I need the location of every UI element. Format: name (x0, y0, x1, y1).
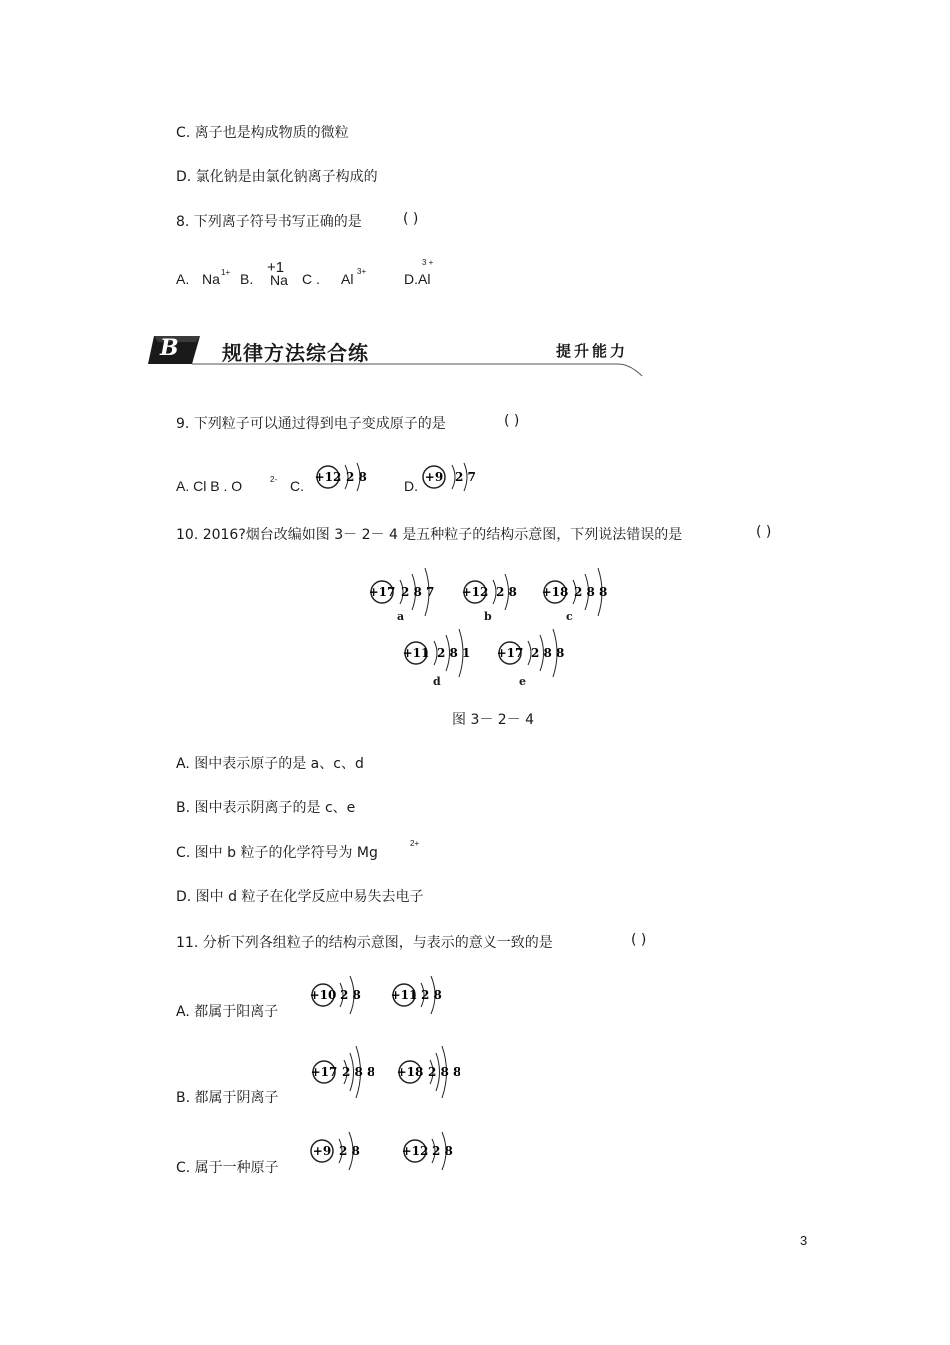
q9-option-d-label: D. (404, 478, 418, 494)
q8-option-a-charge: 1+ (221, 268, 231, 277)
q11-option-c: C. 属于一种原子 (176, 1160, 279, 1176)
q8-option-a-symbol: Na (202, 271, 220, 287)
q10-option-d: D. 图中 d 粒子在化学反应中易失去电子 (176, 889, 424, 905)
q10-atom-a (368, 566, 448, 622)
q9-option-b-charge: 2- (270, 475, 278, 484)
atom-nucleus: +12 (402, 1144, 429, 1158)
q7-option-d: D. 氯化钠是由氯化钠离子构成的 (176, 169, 378, 185)
q8-option-d-charge: 3 + (422, 258, 434, 267)
q10-atom-e-label: e (519, 675, 526, 688)
page-number: 3 (800, 1233, 808, 1248)
q10-atom-c-label: c (566, 610, 573, 623)
q11-c-atom-2 (402, 1130, 462, 1178)
q10-stem: 10. 2016?烟台改编如图 3－ 2－ 4 是五种粒子的结构示意图，下列说法错误的是 (176, 527, 683, 543)
q8-option-b-valence: +1 (267, 259, 285, 276)
atom-shells: 2 8 (339, 1144, 360, 1158)
q10-option-c: C. 图中 b 粒子的化学符号为 Mg (176, 845, 378, 861)
atom-nucleus: +18 (396, 1065, 424, 1079)
q9-atom-c (313, 460, 383, 500)
banner-subtitle: 提升能力 (556, 342, 629, 360)
q10-atom-e (496, 627, 576, 683)
q8-option-d: D.Al (404, 271, 431, 287)
q11-option-b: B. 都属于阴离子 (176, 1090, 279, 1106)
atom-nucleus: +17 (496, 646, 524, 660)
atom-shells: 2 8 (496, 585, 517, 599)
q10-atom-b (461, 566, 531, 622)
q7-option-c: C. 离子也是构成物质的微粒 (176, 125, 349, 141)
q8-option-a-label: A. (176, 271, 190, 287)
q10-paren: ( ) (756, 524, 772, 540)
atom-nucleus: +18 (541, 585, 569, 599)
atom-nucleus: +17 (368, 585, 396, 599)
q10-option-a: A. 图中表示原子的是 a、c、d (176, 756, 364, 772)
q11-b-atom-2 (396, 1044, 460, 1104)
q8-option-b-label: B. (240, 271, 254, 287)
atom-shells: 2 8 7 (401, 585, 435, 599)
atom-shells: 2 8 (340, 988, 361, 1002)
atom-nucleus: +10 (310, 988, 337, 1002)
atom-shells: 2 7 (455, 470, 476, 484)
atom-nucleus: +11 (391, 988, 418, 1002)
q10-atom-a-label: a (397, 610, 405, 623)
atom-nucleus: +11 (402, 646, 430, 660)
q11-a-atom-2 (391, 974, 451, 1022)
q9-options-ab: A. Cl B . O (176, 478, 243, 494)
atom-nucleus: +12 (461, 585, 489, 599)
atom-nucleus: +9 (312, 1144, 332, 1158)
atom-shells: 2 8 8 (428, 1065, 460, 1079)
q11-stem: 11. 分析下列各组粒子的结构示意图，与表示的意义一致的是 (176, 935, 553, 951)
q9-atom-d (420, 460, 490, 500)
q10-figure-caption: 图 3－ 2－ 4 (452, 712, 535, 728)
q8-option-c-symbol: Al (341, 271, 354, 287)
q8-option-b-symbol: Na (270, 272, 288, 288)
atom-shells: 2 8 (421, 988, 442, 1002)
banner-letter: B (160, 335, 179, 361)
q10-atom-c (541, 566, 621, 622)
atom-shells: 2 8 8 (531, 646, 565, 660)
atom-nucleus: +12 (314, 470, 342, 484)
atom-shells: 2 8 (432, 1144, 453, 1158)
atom-shells: 2 8 8 (574, 585, 608, 599)
q9-paren: ( ) (504, 413, 520, 429)
q11-b-atom-1 (310, 1044, 374, 1104)
q8-option-c-charge: 3+ (357, 267, 367, 276)
atom-shells: 2 8 8 (342, 1065, 374, 1079)
q11-a-atom-1 (310, 974, 370, 1022)
q11-c-atom-1 (309, 1130, 369, 1178)
atom-shells: 2 8 1 (437, 646, 471, 660)
q8-stem: 8. 下列离子符号书写正确的是 (176, 214, 362, 230)
q8-option-c-label: C . (302, 271, 320, 287)
atom-shells: 2 8 (346, 470, 367, 484)
q9-option-c-label: C. (290, 478, 304, 494)
q11-option-a: A. 都属于阳离子 (176, 1004, 279, 1020)
q10-option-c-charge: 2+ (410, 839, 420, 848)
q9-stem: 9. 下列粒子可以通过得到电子变成原子的是 (176, 416, 446, 432)
q10-atom-d (402, 627, 482, 683)
q8-paren: ( ) (403, 211, 419, 227)
banner-title: 规律方法综合练 (222, 341, 369, 365)
section-banner (148, 334, 648, 380)
q10-option-b: B. 图中表示阴离子的是 c、e (176, 800, 356, 816)
q11-paren: ( ) (631, 932, 647, 948)
q10-atom-b-label: b (484, 610, 492, 623)
q10-atom-d-label: d (433, 675, 441, 688)
atom-nucleus: +17 (310, 1065, 338, 1079)
atom-nucleus: +9 (424, 470, 444, 484)
